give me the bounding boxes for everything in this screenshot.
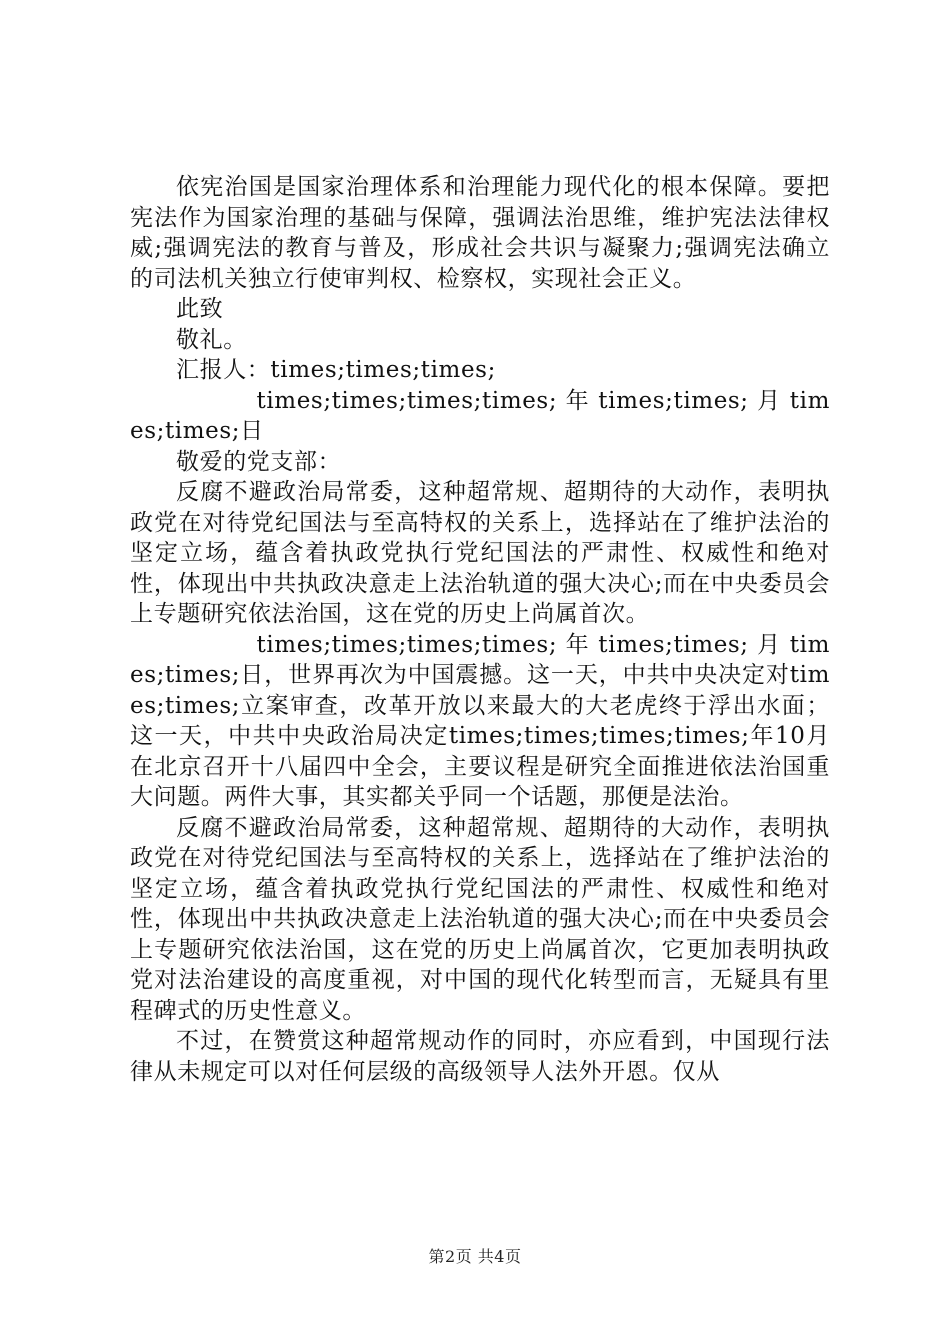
body-text xyxy=(130,172,830,1087)
page-number-footer: 第2页 共4页 xyxy=(428,1247,522,1266)
paragraph-constitution: 依宪治国是国家治理体系和治理能力现代化的根本保障。要把宪法作为国家治理的基础与保障，强调法治思维，维护宪法法律权威;强调宪法的教育与普及，形成社会共识与凝聚力;强调宪法确立的司法机关独立行使审判权、检察权，实现社会正义。 xyxy=(130,174,830,292)
paragraph-anticorruption-2: 反腐不避政治局常委，这种超常规、超期待的大动作，表明执政党在对待党纪国法与至高特权的关系上，选择站在了维护法治的坚定立场，蕴含着执政党执行党纪国法的严肃性、权威性和绝对性，体现出中共执政决意走上法治轨道的强大决心;而在中央委员会上专题研究依法治国，这在党的历史上尚属首次，它更加表明执政党对法治建设的高度重视，对中国的现代化转型而言，无疑具有里程碑式的历史性意义。 xyxy=(130,814,830,1024)
greeting-line: 敬爱的党支部： xyxy=(176,448,342,475)
paragraph-anticorruption-1: 反腐不避政治局常委，这种超常规、超期待的大动作，表明执政党在对待党纪国法与至高特权的关系上，选择站在了维护法治的坚定立场，蕴含着执政党执行党纪国法的严肃性、权威性和绝对性，体现出中共执政决意走上法治轨道的强大决心;而在中央委员会上专题研究依法治国，这在党的历史上尚属首次。 xyxy=(130,479,830,627)
date-line: times;times;times;times; 年 times;times; 月 times;times;日 xyxy=(130,387,830,444)
closing-salutation: 此致 xyxy=(176,296,224,322)
paragraph-date-event: times;times;times;times; 年 times;times; 月 times;times;日，世界再次为中国震撼。这一天，中共中央决定对times;times;立案审查，改革开放以来最大的大老虎终于浮出水面；这一天，中共中央政治局决定times;times;times;times;年10月在北京召开十八届四中全会，主要议程是研究全面推进依法治国重大问题。两件大事，其实都关乎同一个话题，那便是法治。 xyxy=(130,631,830,810)
reporter-line: 汇报人：times;times;times; xyxy=(176,357,496,383)
closing-regards: 敬礼。 xyxy=(176,326,247,353)
paragraph-however: 不过，在赞赏这种超常规动作的同时，亦应看到，中国现行法律从未规定可以对任何层级的高级领导人法外开恩。仅从 xyxy=(130,1028,830,1085)
